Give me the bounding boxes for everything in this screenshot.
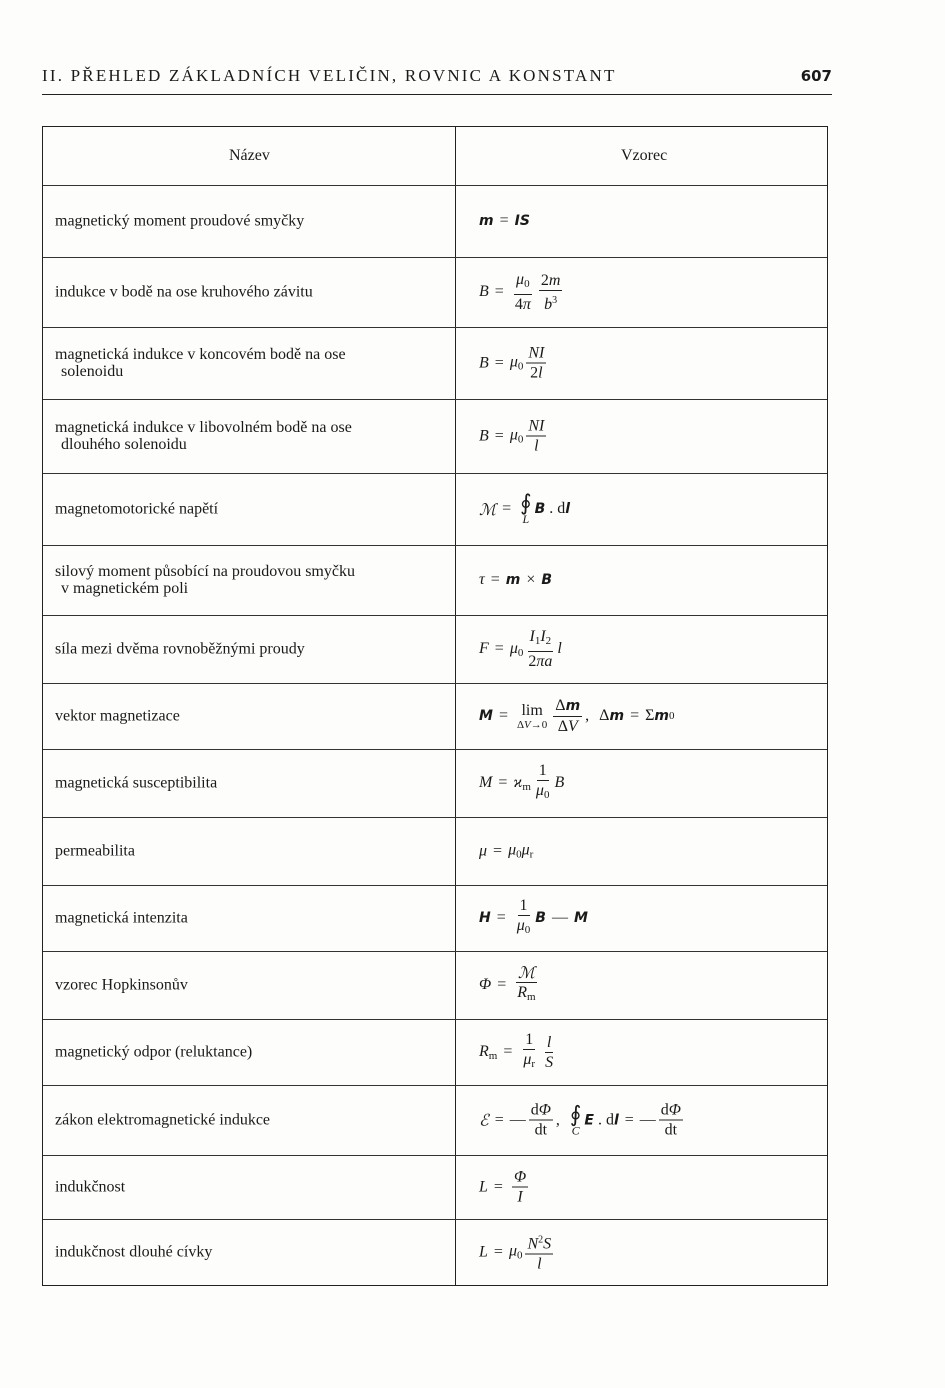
table-row: [43, 257, 827, 328]
row-formula: H = $\frac{1}{\mu_0}$ B — M: [479, 897, 588, 936]
table-row: [43, 185, 827, 258]
row-name: [55, 419, 447, 453]
row-name: magnetický odpor (reluktance): [55, 1043, 253, 1061]
table-row: [43, 473, 827, 546]
row-formula: B = $\frac{\mu_0}{4\pi}$ $\frac{2m}{b^3}$: [479, 271, 561, 313]
column-header-name: Název: [229, 147, 270, 164]
table-row: [43, 1155, 827, 1220]
row-name: indukčnost dlouhé cívky: [55, 1243, 213, 1261]
row-name: magnetický moment proudové smyčky: [55, 212, 305, 230]
table-row: [43, 1019, 827, 1086]
row-formula: ℳ = ∮ L B . d l: [479, 490, 571, 526]
column-header-formula: Vzorec: [621, 147, 668, 164]
row-formula: B = $\mu_0$ $\frac{NI}{l}$: [479, 417, 545, 455]
table-row: [43, 951, 827, 1020]
row-name: [55, 346, 447, 380]
row-name: permeabilita: [55, 842, 135, 860]
row-name: zákon elektromagnetické indukce: [55, 1111, 271, 1129]
row-formula: L = $\mu_0$ $\frac{N^2S}{l}$: [479, 1232, 817, 1273]
row-formula: τ = m × B: [479, 571, 553, 588]
row-name-line: silový moment působící na proudovou smyčku: [55, 563, 355, 580]
row-formula: L = $\frac{\Phi}{I}$: [479, 1168, 527, 1206]
row-name: [55, 563, 447, 597]
page-header: [42, 66, 832, 95]
row-name: síla mezi dvěma rovnoběžnými proudy: [55, 640, 305, 658]
row-name-line: v magnetickém poli: [61, 580, 189, 597]
row-formula: m = IS: [479, 212, 530, 229]
table-header-row: [43, 127, 827, 186]
formula-table: [42, 126, 828, 1286]
row-name: vektor magnetizace: [55, 707, 180, 725]
row-name: magnetomotorické napětí: [55, 500, 219, 518]
table-row: [43, 749, 827, 818]
row-formula: M = lim ΔV→0 $\frac{\Delta m}{\Delta V}$ , Δ m = Σ m 0: [479, 697, 675, 735]
row-formula: μ = $\mu_0\mu_r$: [479, 841, 534, 861]
row-formula: M = $ϰ_m$ $\frac{1}{\mu_0}$ B: [479, 762, 565, 801]
row-name-line: solenoidu: [61, 363, 124, 380]
row-name-line: magnetická indukce v koncovém bodě na ose: [55, 346, 346, 363]
page-number: 607: [800, 67, 832, 85]
table-row: [43, 817, 827, 886]
table-row: [43, 327, 827, 400]
row-name: magnetická susceptibilita: [55, 774, 218, 792]
row-formula: Φ = $\frac{\text{ℳ}}{R_m}$: [479, 963, 536, 1003]
table-row: [43, 683, 827, 750]
row-name: indukčnost: [55, 1178, 126, 1196]
row-name-line: magnetická indukce v libovolném bodě na ose: [55, 419, 352, 436]
table-row: [43, 1085, 827, 1156]
row-name-line: dlouhého solenoidu: [61, 436, 187, 453]
table-row: [43, 615, 827, 684]
header-title: II. PŘEHLED ZÁKLADNÍCH VELIČIN, ROVNIC A KONSTANT: [42, 66, 617, 85]
row-name: vzorec Hopkinsonův: [55, 976, 188, 994]
row-name: magnetická intenzita: [55, 909, 188, 927]
row-formula: F = $\mu_0$ $\frac{I_1I_2}{2\pi a}$ l: [479, 628, 562, 670]
table-row: [43, 545, 827, 616]
row-formula: $R_m$ = $\frac{1}{\mu_r}$ $\frac{l}{S}$: [479, 1031, 554, 1071]
row-name: indukce v bodě na ose kruhového závitu: [55, 283, 313, 301]
table-row: [43, 885, 827, 952]
table-row: [43, 399, 827, 474]
row-formula: ℰ = — $\frac{d\Phi}{dt}$ , ∮ C E . d l = — $\frac{d\Phi}{dt}$: [479, 1101, 681, 1139]
table-row: [43, 1219, 827, 1285]
row-formula: B = $\mu_0$ $\frac{NI}{2l}$: [479, 344, 545, 382]
